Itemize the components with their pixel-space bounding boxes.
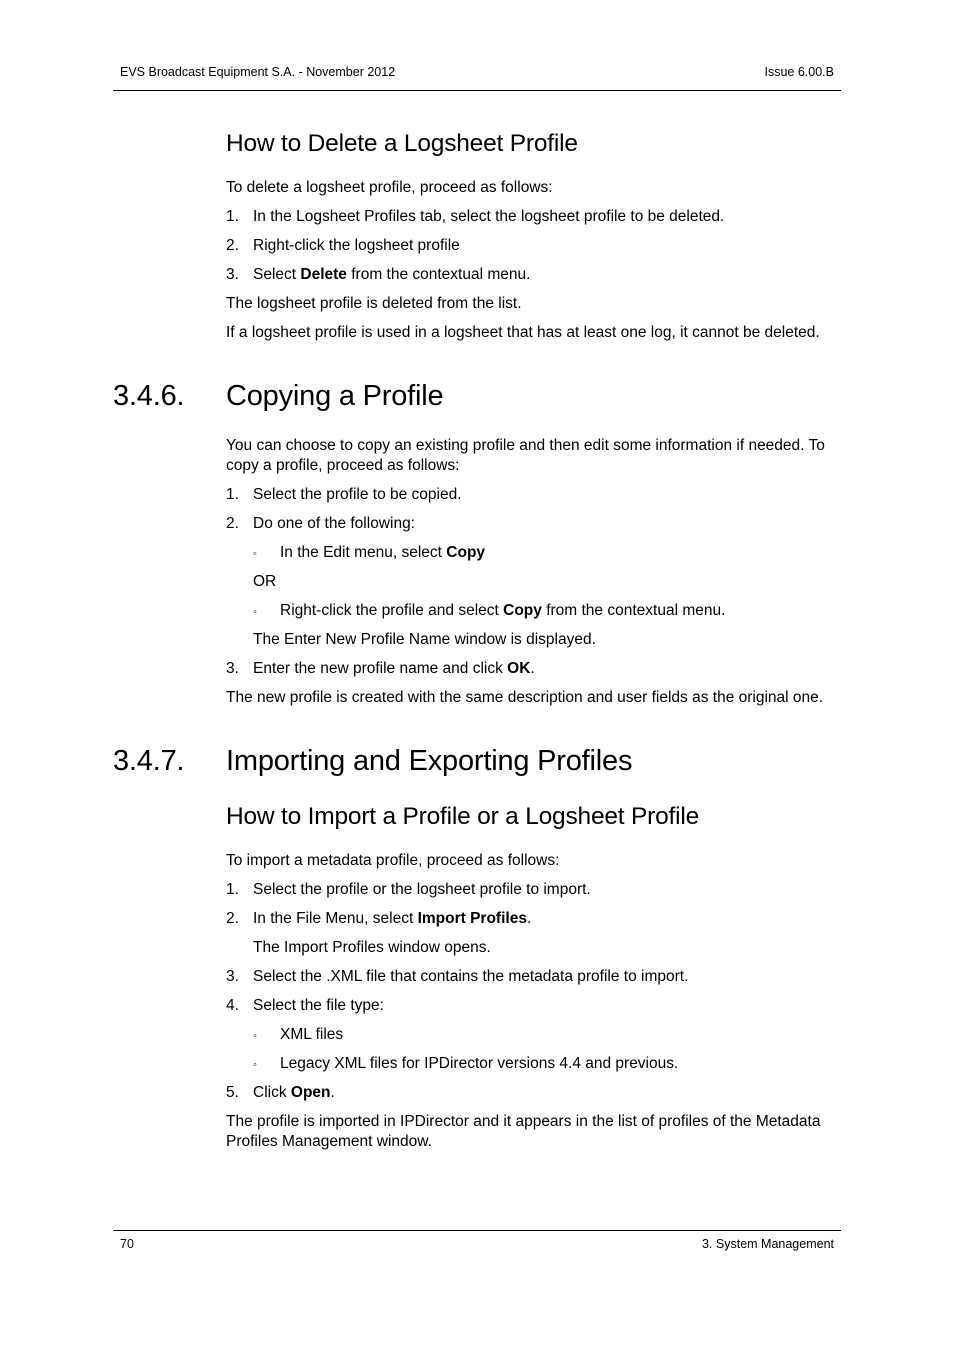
list-item: 5. Click Open.	[226, 1084, 335, 1101]
section-heading-delete: How to Delete a Logsheet Profile	[226, 130, 578, 157]
section-heading-copying: 3.4.6. Copying a Profile	[113, 380, 444, 412]
bullet-icon: ◦	[253, 548, 257, 560]
list-item: 3. Enter the new profile name and click OK.	[226, 660, 535, 677]
list-item: 2. Do one of the following:	[226, 515, 415, 532]
footer-rule	[113, 1230, 841, 1231]
section-heading-importing: 3.4.7. Importing and Exporting Profiles	[113, 745, 633, 777]
header-right: Issue 6.00.B	[764, 65, 834, 79]
paragraph: The new profile is created with the same description and user fields as the original one.	[226, 689, 824, 706]
list-item: 2. In the File Menu, select Import Profiles.	[226, 910, 532, 927]
list-item: 3. Select the .XML file that contains the metadata profile to import.	[226, 968, 689, 985]
bullet-item: ◦ Legacy XML files for IPDirector versions 4.4 and previous.	[226, 1054, 836, 1074]
header-left: EVS Broadcast Equipment S.A. - November 2012	[120, 65, 396, 79]
paragraph: To import a metadata profile, proceed as follows:	[226, 852, 560, 869]
or-text: OR	[253, 573, 277, 590]
bullet-icon: ◦	[253, 1059, 257, 1071]
list-item: 2. Right-click the logsheet profile	[226, 237, 460, 254]
note-text: The Enter New Profile Name window is displayed.	[253, 631, 596, 648]
bullet-icon: ◦	[253, 606, 257, 618]
bullet-item: ◦ Right-click the profile and select Copy from the contextual menu.	[226, 601, 836, 621]
list-item: 3. Select Delete from the contextual menu.	[226, 266, 531, 283]
list-item: 1. Select the profile or the logsheet profile to import.	[226, 881, 591, 898]
bullet-item: ◦ XML files	[226, 1025, 836, 1045]
page-number: 70	[120, 1237, 134, 1251]
paragraph: If a logsheet profile is used in a logsheet that has at least one log, it cannot be deleted.	[226, 324, 820, 341]
paragraph: You can choose to copy an existing profile and then edit some information if needed. To copy a profile, proceed as follows:	[226, 437, 825, 474]
paragraph: To delete a logsheet profile, proceed as follows:	[226, 179, 553, 196]
paragraph: The logsheet profile is deleted from the list.	[226, 295, 522, 312]
paragraph: The profile is imported in IPDirector and it appears in the list of profiles of the Metadata Profiles Management window.	[226, 1113, 821, 1150]
main-content	[113, 128, 836, 1161]
list-item: 1. Select the profile to be copied.	[226, 486, 462, 503]
bullet-item: ◦ In the Edit menu, select Copy	[226, 543, 836, 563]
note-text: The Import Profiles window opens.	[253, 939, 491, 956]
list-item: 1. In the Logsheet Profiles tab, select the logsheet profile to be deleted.	[226, 208, 725, 225]
header-rule	[113, 90, 841, 91]
footer-chapter: 3. System Management	[701, 1237, 834, 1251]
section-subheading-import: How to Import a Profile or a Logsheet Profile	[226, 803, 700, 830]
list-item: 4. Select the file type:	[226, 997, 384, 1014]
bullet-icon: ◦	[253, 1030, 257, 1042]
